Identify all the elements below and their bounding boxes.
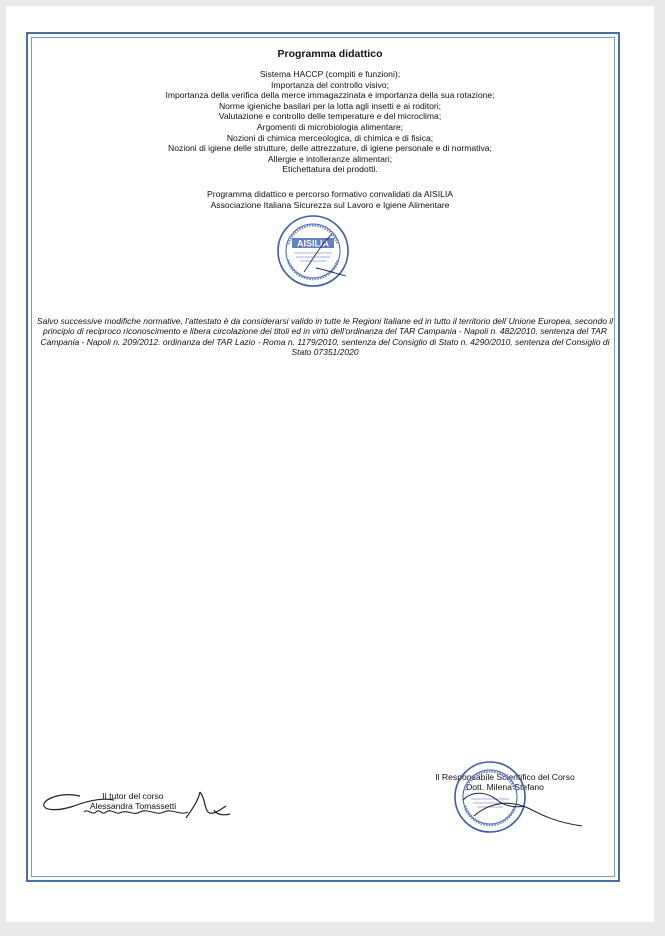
scientific-name: Dott. Milena Stefano (466, 782, 544, 793)
scientific-handwritten-signature-icon (470, 792, 590, 828)
topic-item: Nozioni di chimica merceologica, di chimica e di fisica; (226, 132, 434, 143)
topic-item: Argomenti di microbiologia alimentare; (256, 121, 404, 132)
stamp-title: AISILIA (296, 238, 330, 249)
topic-item: Sistema HACCP (compiti e funzioni); (259, 69, 401, 79)
legal-validity-note: Salvo successive modifiche normative, l'attestato è da considerarsi valido in tutte le Regioni Italiane ed in tutto il territorio dell`Unione Europea, secondo il principio di reciproco riconoscimento e libera circolazione dei titoli ed in virtù dell'ordinanza del TAR Campania - Napoli n. 482/2010, sentenza del TAR Campania - Napoli n. 209/2012. ordinanza del TAR Lazio - Roma n. 1179/2010, sentenza del Consiglio di Stato n. 4290/2010, sentenza del Consiglio di Stato 07351/2020 (36, 316, 614, 358)
aisilia-stamp-icon (276, 214, 350, 288)
validation-line: Programma didattico e percorso formativo convalidati da AISILIA (207, 189, 453, 199)
topic-item: Etichettatura dei prodotti. (282, 164, 378, 175)
tutor-handwritten-signature-icon (40, 782, 240, 830)
document-title: Programma didattico (277, 48, 383, 60)
topic-item: Importanza del controllo visivo; (271, 79, 389, 90)
validation-line: Associazione Italiana Sicurezza sul Lavoro e Igiene Alimentare (210, 199, 450, 210)
topic-item: Norme igieniche basilari per la lotta agli insetti e ai roditori; (218, 100, 442, 111)
validation-statement (6, 189, 654, 210)
topic-list (6, 69, 654, 175)
aisilia-stamp (276, 214, 350, 288)
topic-item: Allergie e intolleranze alimentari; (267, 153, 393, 164)
topic-item: Nozioni di igiene delle strutture, delle attrezzature, di igiene personale e di normativa; (168, 143, 492, 154)
scientific-role: Il Responsabile Scientifico del Corso (435, 772, 575, 782)
topic-item: Valutazione e controllo delle temperature e del microclima; (218, 111, 442, 122)
topic-item: Importanza della verifica della merce immagazzinata e importanza della sua rotazione; (165, 90, 495, 101)
tutor-role: Il tutor del corso (102, 791, 164, 801)
tutor-name: Alessandra Tomassetti (89, 801, 177, 812)
